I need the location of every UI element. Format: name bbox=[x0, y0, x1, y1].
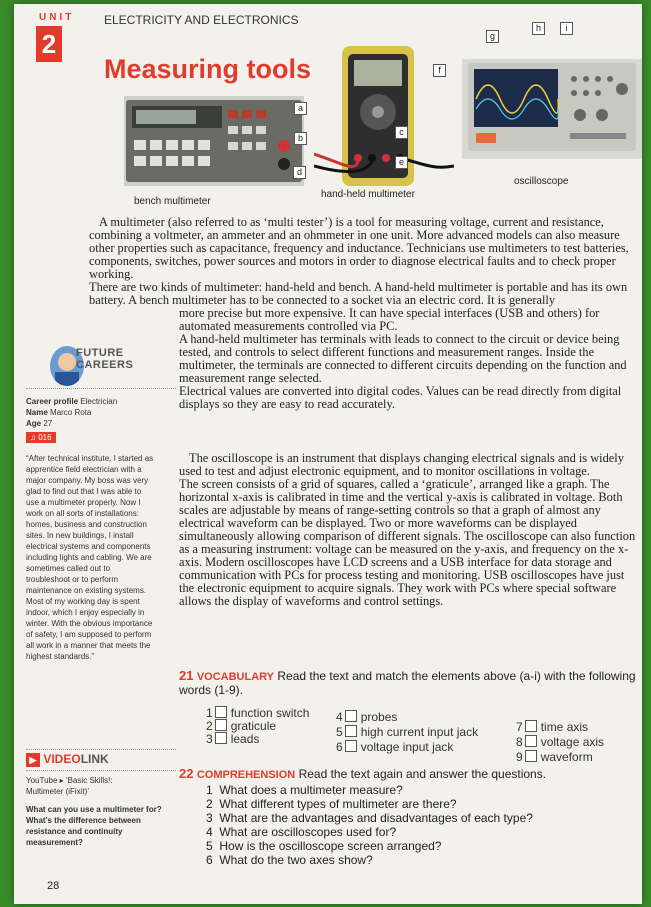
callout-c: c bbox=[395, 126, 408, 139]
question-1: 1 What does a multimeter measure? bbox=[206, 783, 403, 797]
page-title: Measuring tools bbox=[104, 54, 312, 84]
callout-e: e bbox=[395, 156, 408, 169]
vocab-item[interactable]: 1 function switch bbox=[206, 706, 310, 720]
bench-multimeter-photo bbox=[124, 96, 304, 186]
unit-label: UNIT bbox=[39, 12, 75, 23]
videolink-title: ▶ VIDEOLINK bbox=[26, 752, 109, 767]
checkbox[interactable] bbox=[525, 750, 537, 762]
vocabulary-heading: 21 VOCABULARY Read the text and match the elements above (a-i) with the following words (1-9). bbox=[179, 668, 636, 697]
checkbox[interactable] bbox=[345, 725, 357, 737]
bench-multimeter-icon bbox=[124, 96, 304, 186]
paragraph-oscilloscope: The oscilloscope is an instrument that displays changing electrical signals and is widely used to test and adjust electronic equipment, and to monitor oscillations in voltage. The screen consists of a grid of squares, called a ‘graticule’, arranged like a graph. The horizontal x-axis is calibrated in time and the vertical y-axis is calibrated in voltage. Both scales are adjustable by means of range-setting controls so that a graph of almost any electrical waveform can be displayed. Two or more waveforms can be displayed simultaneously allowing comparison of different signals. The oscilloscope can also function as a measuring instrument: voltage can be measured on the y-axis, and frequency on the x-axis. Modern oscilloscopes have LCD screens and a USB interface for data storage and communication with PCs for process testing and monitoring. USB oscilloscopes have just the electronic equipment to acquire signals. They work with PCs where special software allows the display of waveforms and control settings. bbox=[179, 451, 636, 608]
checkbox[interactable] bbox=[345, 740, 357, 752]
video-divider-bottom bbox=[26, 770, 176, 771]
audio-icon: ♫ bbox=[30, 433, 36, 442]
future-careers-title: FUTURE CAREERS bbox=[76, 347, 134, 371]
video-icon: ▶ bbox=[26, 753, 40, 767]
paragraph-multimeter-intro: A multimeter (also referred to as ‘multi tester’) is a tool for measuring voltage, current and resistance, combining a voltmeter, an ammeter and an ohmmeter in one unit. More advanced models can also measure other properties such as capacitance, frequency and inductance. Technicians use multimeters to test batteries, components, switches, power sources and motors in order to diagnose electrical faults and to check proper working. There are two kinds of multimeter: hand-held and bench. A hand-held multimeter is portable and has its own battery. A bench multimeter has to be connected to a socket via an electric cord. It is generally bbox=[89, 215, 629, 307]
career-profile: Career profile Electrician Name Marco Rota Age 27 ♫ 016 “After technical institute, I started as apprentice field electrician with a major company. My boss was very glad to find out that I was able to use a multimeter properly. Now I work on all sorts of installations: homes, business and construction sites. In new buildings, I install electrical systems and components including lights and cabling. We are sometimes called out to troubleshoot or to perform maintenance on existing systems. Most of my working day is spent indoor, which I enjoy especially in winter. With the obvious importance of safety, I am supposed to perform all work in a manner that meets the highest standards.” bbox=[26, 396, 176, 662]
career-quote: “After technical institute, I started as apprentice field electrician with a major company. My boss was very glad to find out that I was able to use a multimeter properly. Now I work on all sorts of installations: homes, business and construction sites. In new buildings, I install electrical systems and components including lights and cabling. We are sometimes called out to troubleshoot or to perform maintenance on existing systems. Most of my working day is spent indoor, which I enjoy especially in winter. With the obvious importance of safety, I am supposed to perform all work in a manner that meets the highest standards.” bbox=[26, 454, 154, 661]
vocab-item[interactable]: 6 voltage input jack bbox=[336, 740, 454, 754]
question-3: 3 What are the advantages and disadvantages of each type? bbox=[206, 811, 533, 825]
callout-i: i bbox=[560, 22, 573, 35]
unit-number: 2 bbox=[36, 26, 62, 62]
checkbox[interactable] bbox=[525, 720, 537, 732]
audio-track-badge[interactable]: ♫ 016 bbox=[26, 432, 56, 443]
vocab-item[interactable]: 8 voltage axis bbox=[516, 735, 605, 749]
checkbox[interactable] bbox=[215, 732, 227, 744]
textbook-page bbox=[14, 4, 642, 904]
vocab-item[interactable]: 3 leads bbox=[206, 732, 260, 746]
question-4: 4 What are oscilloscopes used for? bbox=[206, 825, 397, 839]
handheld-multimeter-caption: hand-held multimeter bbox=[321, 189, 415, 200]
checkbox[interactable] bbox=[215, 706, 227, 718]
callout-a: a bbox=[294, 102, 307, 115]
oscilloscope-photo bbox=[462, 59, 642, 159]
vocab-item[interactable]: 9 waveform bbox=[516, 750, 593, 764]
paragraph-multimeter-details: more precise but more expensive. It can have special interfaces (USB and others) for automated measurements controlled via PC. A hand-held multimeter has terminals with leads to connect to the circuit or device being tested, and controls to select different functions and measurement ranges. Inside the multimeter, the terminals are connected to different circuits depending on the function and measurement range selected. Electrical values are converted into digital codes. Values can be read directly from digital displays so they are easy to read accurately. bbox=[179, 306, 627, 411]
callout-d: d bbox=[293, 166, 306, 179]
section-label: ELECTRICITY AND ELECTRONICS bbox=[104, 13, 299, 27]
question-5: 5 How is the oscilloscope screen arranged? bbox=[206, 839, 442, 853]
comprehension-heading: 22 COMPREHENSION Read the text again and answer the questions. bbox=[179, 766, 547, 781]
question-2: 2 What different types of multimeter are there? bbox=[206, 797, 457, 811]
checkbox[interactable] bbox=[345, 710, 357, 722]
vocab-item[interactable]: 7 time axis bbox=[516, 720, 589, 734]
vocab-item[interactable]: 5 high current input jack bbox=[336, 725, 479, 739]
bench-multimeter-caption: bench multimeter bbox=[134, 196, 211, 207]
checkbox[interactable] bbox=[215, 719, 227, 731]
callout-h: h bbox=[532, 22, 545, 35]
vocab-item[interactable]: 2 graticule bbox=[206, 719, 277, 733]
callout-f: f bbox=[433, 64, 446, 77]
sidebar-divider bbox=[26, 388, 176, 389]
callout-g: g bbox=[486, 30, 499, 43]
callout-b: b bbox=[294, 132, 307, 145]
vocab-item[interactable]: 4 probes bbox=[336, 710, 398, 724]
video-divider-top bbox=[26, 749, 176, 750]
question-6: 6 What do the two axes show? bbox=[206, 853, 373, 867]
page-number: 28 bbox=[47, 880, 60, 892]
oscilloscope-caption: oscilloscope bbox=[514, 176, 569, 187]
oscilloscope-icon bbox=[462, 59, 642, 159]
youtube-link[interactable]: YouTube ▸ ‘Basic Skills!: Multimeter (iFixit)’ bbox=[26, 776, 113, 796]
checkbox[interactable] bbox=[525, 735, 537, 747]
video-question: What can you use a multimeter for? What’s the difference between resistance and continuity measurement? bbox=[26, 805, 162, 847]
